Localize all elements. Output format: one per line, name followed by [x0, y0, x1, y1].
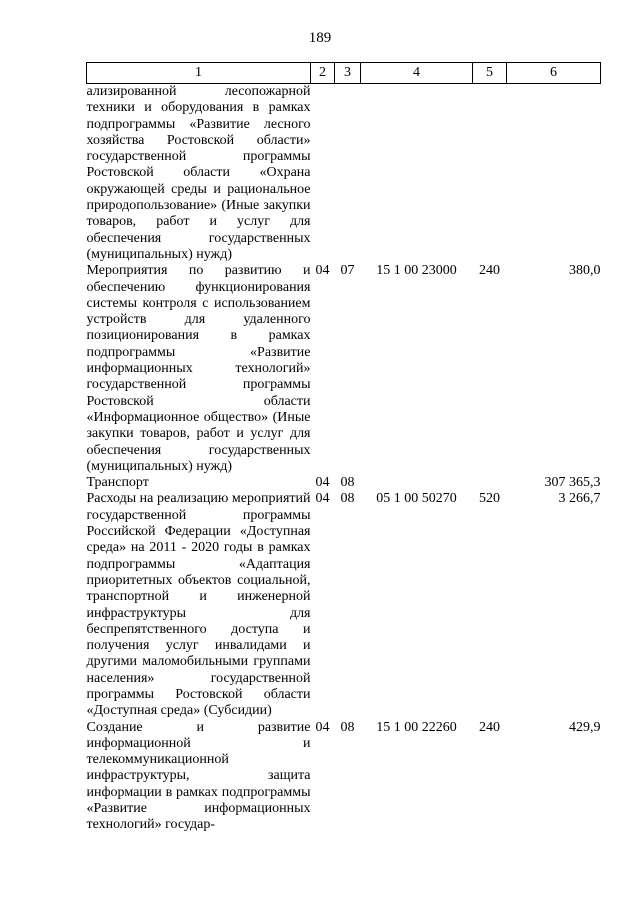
row-subsection — [335, 84, 361, 264]
column-header-3: 3 — [335, 63, 361, 84]
table-row — [87, 475, 601, 491]
row-amount — [507, 84, 601, 264]
row-target-article: 15 1 00 23000 — [376, 263, 457, 279]
row-subsection: 07 — [340, 263, 355, 279]
row-expense-type — [473, 84, 507, 264]
row-description: ализированной лесопожарной техники и оборудования в рамках подпрограммы «Развитие лесного хозяйства Ростовской области» государственной программы Ростовской области «Охрана окружающей среды и рациональное природопользование» (Иные закупки товаров, работ и услуг для обеспечения государственных (муниципальных) нужд) — [86, 84, 311, 262]
row-target-article — [361, 475, 473, 491]
budget-table — [86, 62, 601, 834]
row-expense-type: 240 — [479, 719, 500, 735]
row-target-article — [361, 84, 473, 264]
row-expense-type: 520 — [479, 491, 500, 507]
column-header-1: 1 — [87, 63, 311, 84]
column-header-6: 6 — [507, 63, 601, 84]
row-description: Мероприятия по развитию и обеспечению функционирования системы контроля с использованием устройств для удаленного позиционирования в рамках подпрограммы «Развитие информационных технологий» государственной программы Ростовской области «Информационное общество» (Иные закупки товаров, работ и услуг для обеспечения государственных (муниципальных) нужд) — [86, 263, 311, 474]
row-description: Создание и развитие информационной и телекоммуникационной инфраструктуры, защита информации в рамках подпрограммы «Развитие информационных технологий» государ- — [86, 719, 311, 833]
table-row — [87, 263, 601, 475]
page-number: 189 — [308, 30, 332, 46]
row-description: Транспорт — [86, 475, 149, 491]
column-header-5: 5 — [473, 63, 507, 84]
row-subsection: 08 — [340, 491, 355, 507]
row-section: 04 — [315, 491, 330, 507]
row-section: 04 — [315, 263, 330, 279]
row-section — [311, 84, 335, 264]
column-header-2: 2 — [311, 63, 335, 84]
table-row — [87, 720, 601, 834]
row-subsection: 08 — [340, 475, 355, 491]
row-section: 04 — [315, 475, 330, 491]
row-expense-type — [473, 475, 507, 491]
row-target-article: 15 1 00 22260 — [376, 719, 457, 735]
table-row — [87, 491, 601, 719]
row-amount: 307 365,3 — [544, 475, 601, 491]
row-subsection: 08 — [340, 719, 355, 735]
row-section: 04 — [315, 719, 330, 735]
column-header-4: 4 — [361, 63, 473, 84]
table-header-row — [87, 63, 601, 84]
row-amount: 3 266,7 — [558, 491, 601, 507]
table-row — [87, 84, 601, 264]
row-amount: 380,0 — [569, 263, 601, 279]
row-description: Расходы на реализацию мероприятий государственной программы Российской Федерации «Доступная среда» на 2011 - 2020 годы в рамках подпрограммы «Адаптация приоритетных объектов социальной, транспортной и инженерной инфраструктуры для беспрепятственного доступа и получения услуг инвалидами и другими маломобильными группами населения» государственной программы Ростовской области «Доступная среда» (Субсидии) — [86, 491, 311, 719]
row-target-article: 05 1 00 50270 — [376, 491, 457, 507]
row-amount: 429,9 — [569, 719, 601, 735]
row-expense-type: 240 — [479, 263, 500, 279]
